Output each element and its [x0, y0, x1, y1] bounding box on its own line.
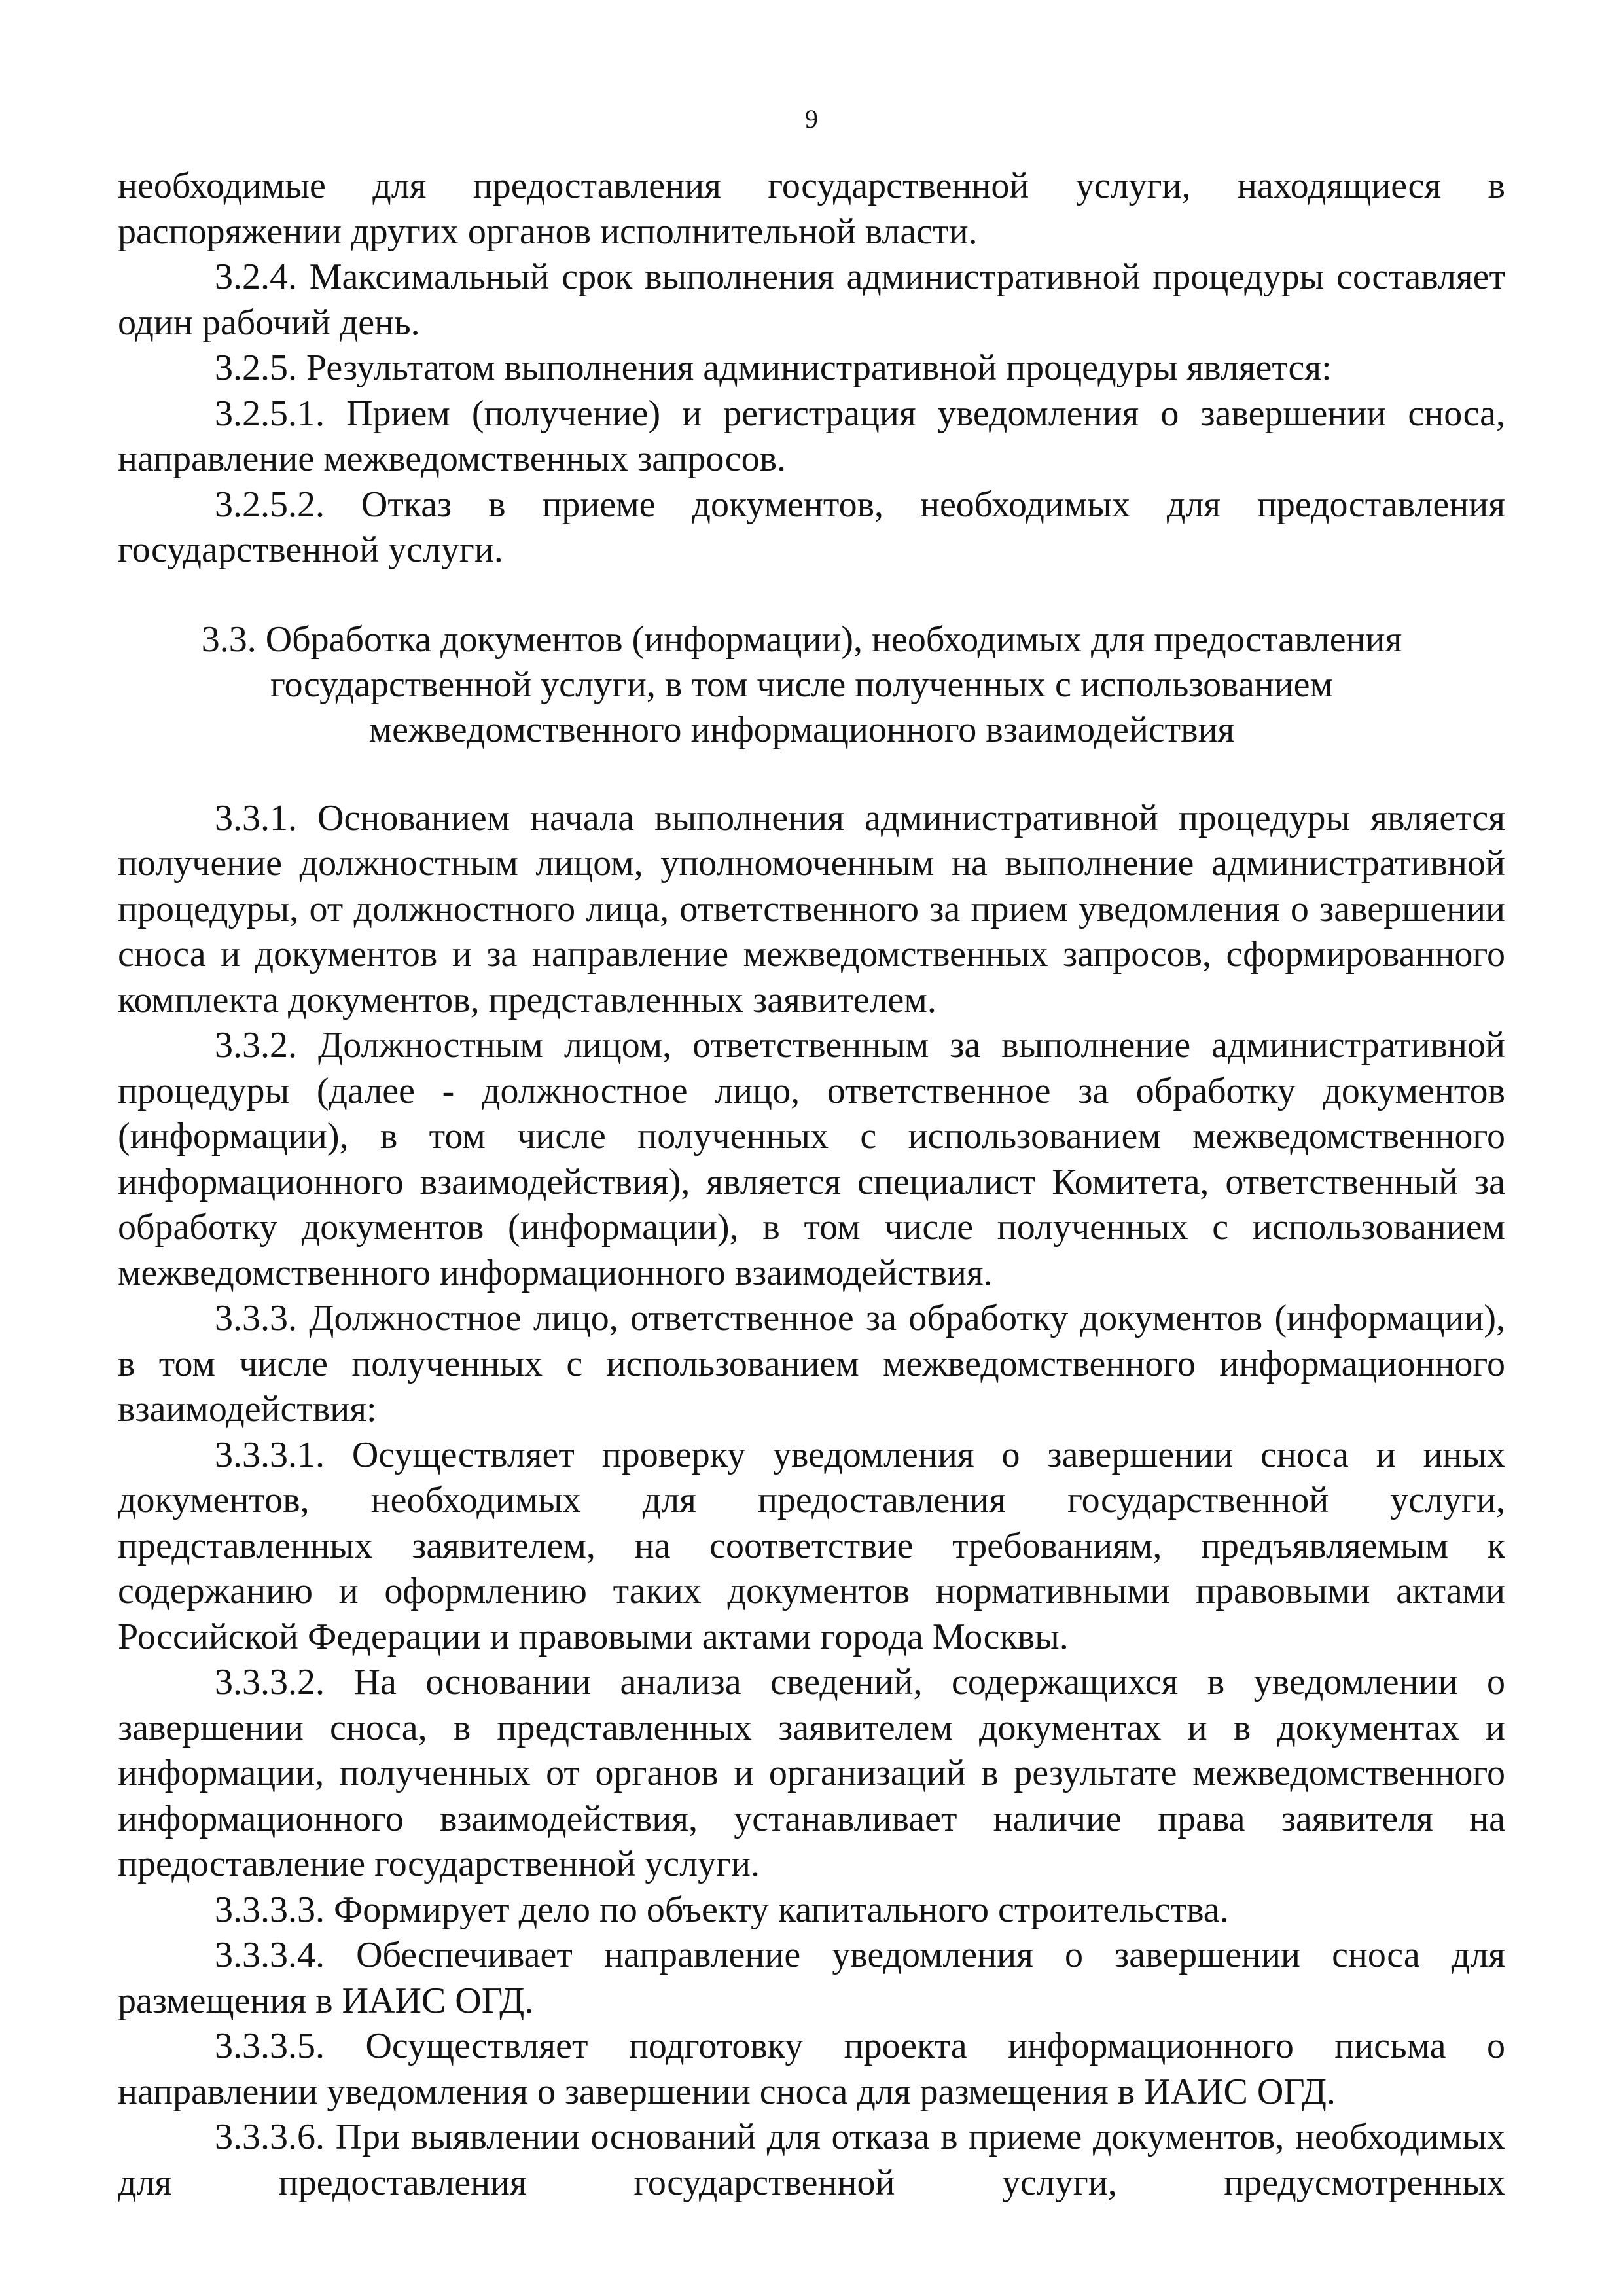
- section-heading-line: межведомственного информационного взаимодействия: [368, 709, 1235, 750]
- paragraph-3-3-3-3: 3.3.3.3. Формирует дело по объекту капитального строительства.: [215, 1889, 1229, 1930]
- paragraph-3-3-1: 3.3.1. Основанием начала выполнения административной процедуры является получение должностным лицом, уполномоченным на выполнение административной процедуры, от должностного лица, ответственного за прием уведомления о завершении сноса и документов и за направление межведомственных запросов, сформированного комплекта документов, представленных заявителем.: [118, 797, 1505, 1020]
- paragraph-3-2-5-2: 3.2.5.2. Отказ в приеме документов, необходимых для предоставления государственной услуги.: [118, 484, 1505, 570]
- paragraph-3-3-3-1: 3.3.3.1. Осуществляет проверку уведомления о завершении сноса и иных документов, необходимых для предоставления государственной услуги, представленных заявителем, на соответствие требованиям, предъявляемым к содержанию и оформлению таких документов нормативными правовыми актами Российской Федерации и правовыми актами города Москвы.: [118, 1434, 1505, 1657]
- paragraph-continuation: необходимые для предоставления государственной услуги, находящиеся в распоряжении других органов исполнительной власти.: [118, 166, 1505, 252]
- paragraph-3-2-5-1: 3.2.5.1. Прием (получение) и регистрация уведомления о завершении сноса, направление межведомственных запросов.: [118, 393, 1505, 479]
- section-heading-line: государственной услуги, в том числе полученных с использованием: [270, 664, 1333, 705]
- paragraph-3-2-4: 3.2.4. Максимальный срок выполнения административной процедуры составляет один рабочий день.: [118, 257, 1505, 343]
- paragraph-3-2-5: 3.2.5. Результатом выполнения административной процедуры является:: [215, 348, 1332, 388]
- paragraph-3-3-2: 3.3.2. Должностным лицом, ответственным за выполнение административной процедуры (далее - должностное лицо, ответственное за обработку документов (информации), в том числе полученных с использованием межведомственного информационного взаимодействия), является специалист Комитета, ответственный за обработку документов (информации), в том числе полученных с использованием межведомственного информационного взаимодействия.: [118, 1025, 1505, 1293]
- paragraph-3-3-3-4: 3.3.3.4. Обеспечивает направление уведомления о завершении сноса для размещения в ИАИС ОГД.: [118, 1935, 1505, 2021]
- paragraph-3-3-3-5: 3.3.3.5. Осуществляет подготовку проекта информационного письма о направлении уведомления о завершении сноса для размещения в ИАИС ОГД.: [118, 2026, 1505, 2112]
- paragraph-3-3-3: 3.3.3. Должностное лицо, ответственное за обработку документов (информации), в том числе полученных с использованием межведомственного информационного взаимодействия:: [118, 1298, 1505, 1429]
- section-heading-line: 3.3. Обработка документов (информации), необходимых для предоставления: [201, 619, 1402, 660]
- section-heading-3-3: [177, 617, 1427, 753]
- page-number: 9: [805, 104, 818, 134]
- document-body: [118, 164, 1505, 2206]
- paragraph-3-3-3-6: 3.3.3.6. При выявлении оснований для отказа в приеме документов, необходимых для предоставления государственной услуги, предусмотренных: [118, 2117, 1505, 2203]
- paragraph-3-3-3-2: 3.3.3.2. На основании анализа сведений, содержащихся в уведомлении о завершении сноса, в представленных заявителем документах и в документах и информации, полученных от органов и организаций в результате межведомственного информационного взаимодействия, устанавливает наличие права заявителя на предоставление государственной услуги.: [118, 1662, 1505, 1884]
